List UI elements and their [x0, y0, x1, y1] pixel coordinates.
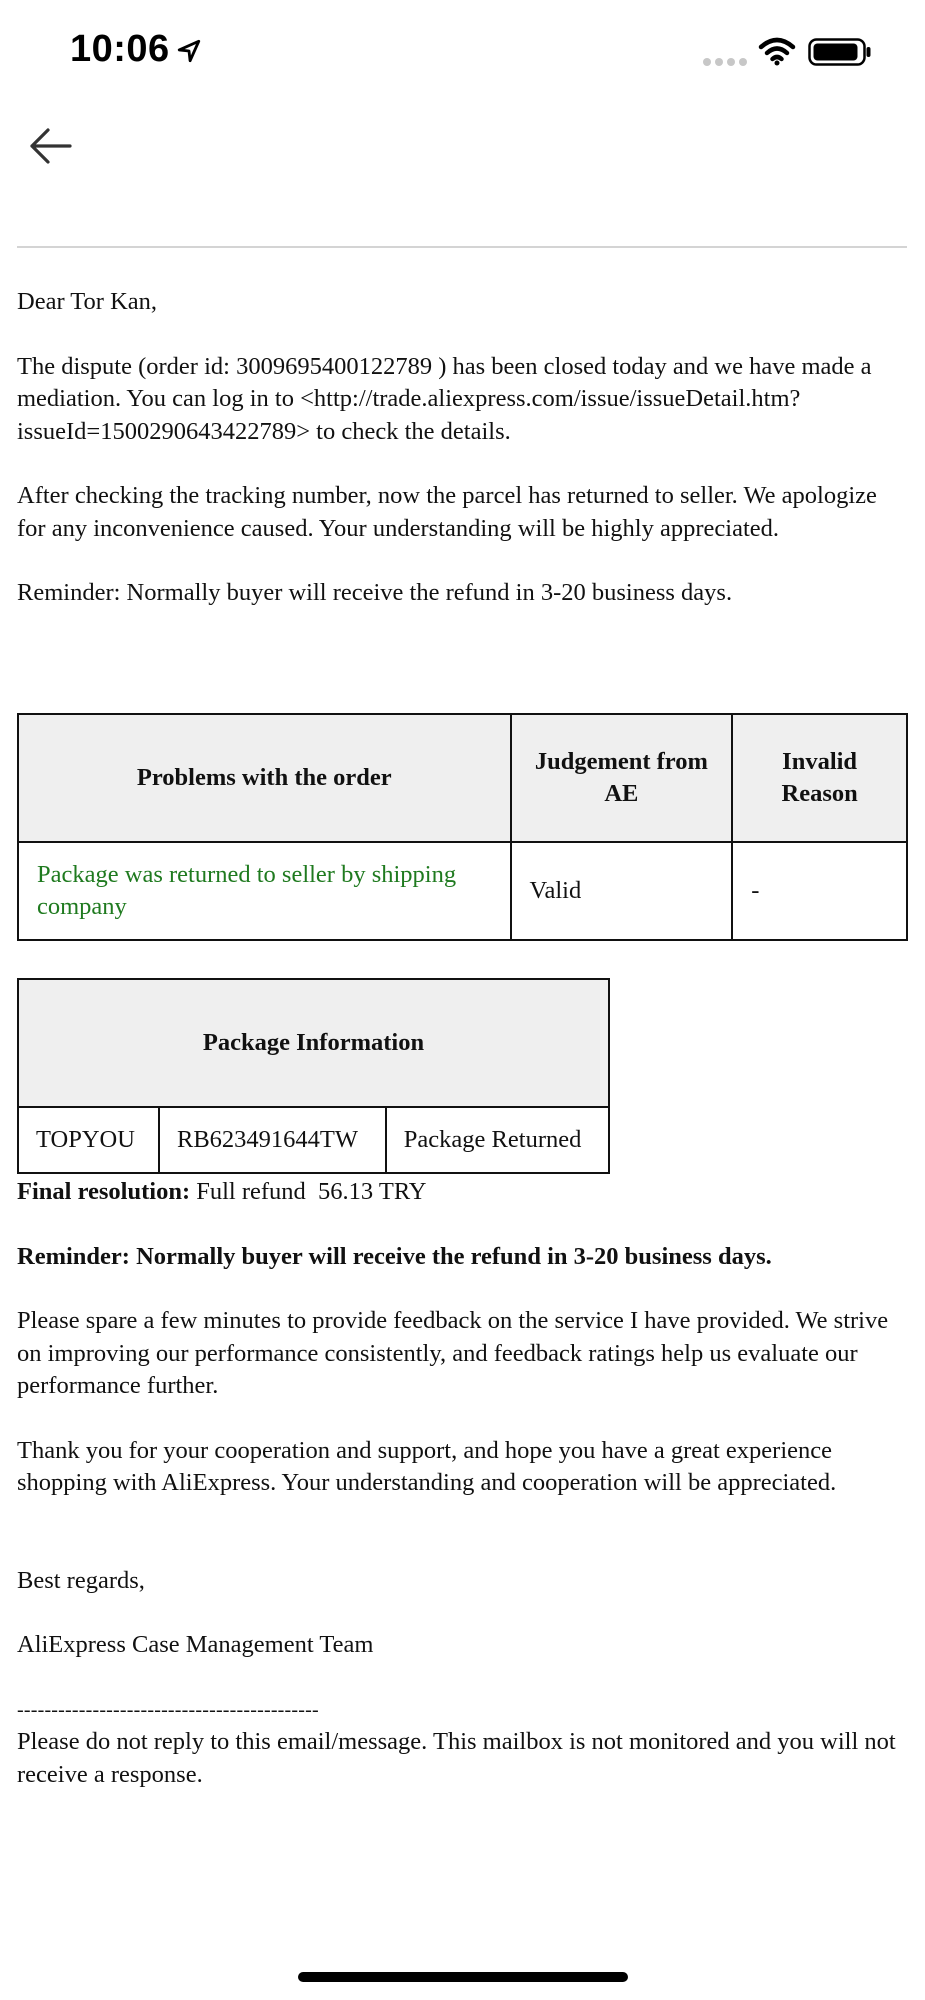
- problems-header-judgement: Judgement from AE: [511, 714, 733, 842]
- email-reminder-bold-text: Reminder: Normally buyer will receive the refund in 3-20 business days.: [17, 1242, 772, 1270]
- signal-dots-icon: [702, 56, 748, 68]
- status-bar: [0, 0, 925, 110]
- wifi-icon: [758, 36, 796, 66]
- package-table-header-row: [18, 979, 609, 1107]
- problem-description-cell: Package was returned to seller by shipping company: [18, 842, 511, 940]
- email-reminder: Reminder: Normally buyer will receive the refund in 3-20 business days.: [17, 579, 733, 606]
- email-paragraph-tracking: After checking the tracking number, now the parcel has returned to seller. We apologize for any inconvenience caused. Your understanding will be highly appreciated.: [17, 482, 877, 542]
- email-thanks-paragraph: Thank you for your cooperation and support, and hope you have a great experience shopping with AliExpress. Your understanding and cooperation will be appreciated.: [17, 1436, 837, 1496]
- email-feedback-paragraph: Please spare a few minutes to provide feedback on the service I have provided. We strive on improving our performance consistently, and feedback ratings help us evaluate our performance further.: [17, 1307, 889, 1399]
- invalid-reason-cell: -: [732, 842, 907, 940]
- email-greeting: Dear Tor Kan,: [17, 288, 158, 315]
- email-paragraph-dispute: The dispute (order id: 3009695400122789 ) has been closed today and we have made a mediation. You can log in to <http://trade.aliexpress.com/issue/issueDetail.htm?issueId=1500290643422789> to check the details.: [17, 352, 872, 445]
- problems-table: [17, 713, 908, 941]
- package-status-cell: Package Returned: [386, 1107, 609, 1173]
- email-signature-team: AliExpress Case Management Team: [17, 1631, 374, 1658]
- back-arrow-icon[interactable]: [28, 120, 76, 172]
- problems-header-invalid-reason: Invalid Reason: [732, 714, 907, 842]
- home-indicator[interactable]: [298, 1972, 628, 1982]
- package-tracking-number-cell: RB623491644TW: [159, 1107, 386, 1173]
- package-carrier-cell: TOPYOU: [18, 1107, 159, 1173]
- email-reminder-bold: [17, 1241, 911, 1274]
- status-time: 10:06: [70, 28, 170, 70]
- header-divider: [17, 246, 907, 248]
- email-lower-body: [17, 1176, 911, 1791]
- judgement-cell: Valid: [511, 842, 733, 940]
- table-row: [18, 842, 907, 940]
- problems-table-header-row: [18, 714, 907, 842]
- email-separator: --------------------------------------------: [17, 1698, 319, 1721]
- problems-header-problems: Problems with the order: [18, 714, 511, 842]
- table-row: [18, 1107, 609, 1173]
- final-resolution-label: Final resolution:: [17, 1178, 191, 1205]
- email-body: [17, 286, 911, 610]
- email-regards: Best regards,: [17, 1566, 145, 1594]
- email-no-reply-notice: Please do not reply to this email/message. This mailbox is not monitored and you will not receive a response.: [17, 1728, 896, 1788]
- battery-icon: [808, 38, 872, 66]
- final-resolution-value: Full refund 56.13 TRY: [196, 1178, 427, 1205]
- package-information-header: Package Information: [18, 979, 609, 1107]
- final-resolution: [17, 1176, 911, 1209]
- location-arrow-icon: [176, 38, 202, 64]
- package-table: [17, 978, 610, 1174]
